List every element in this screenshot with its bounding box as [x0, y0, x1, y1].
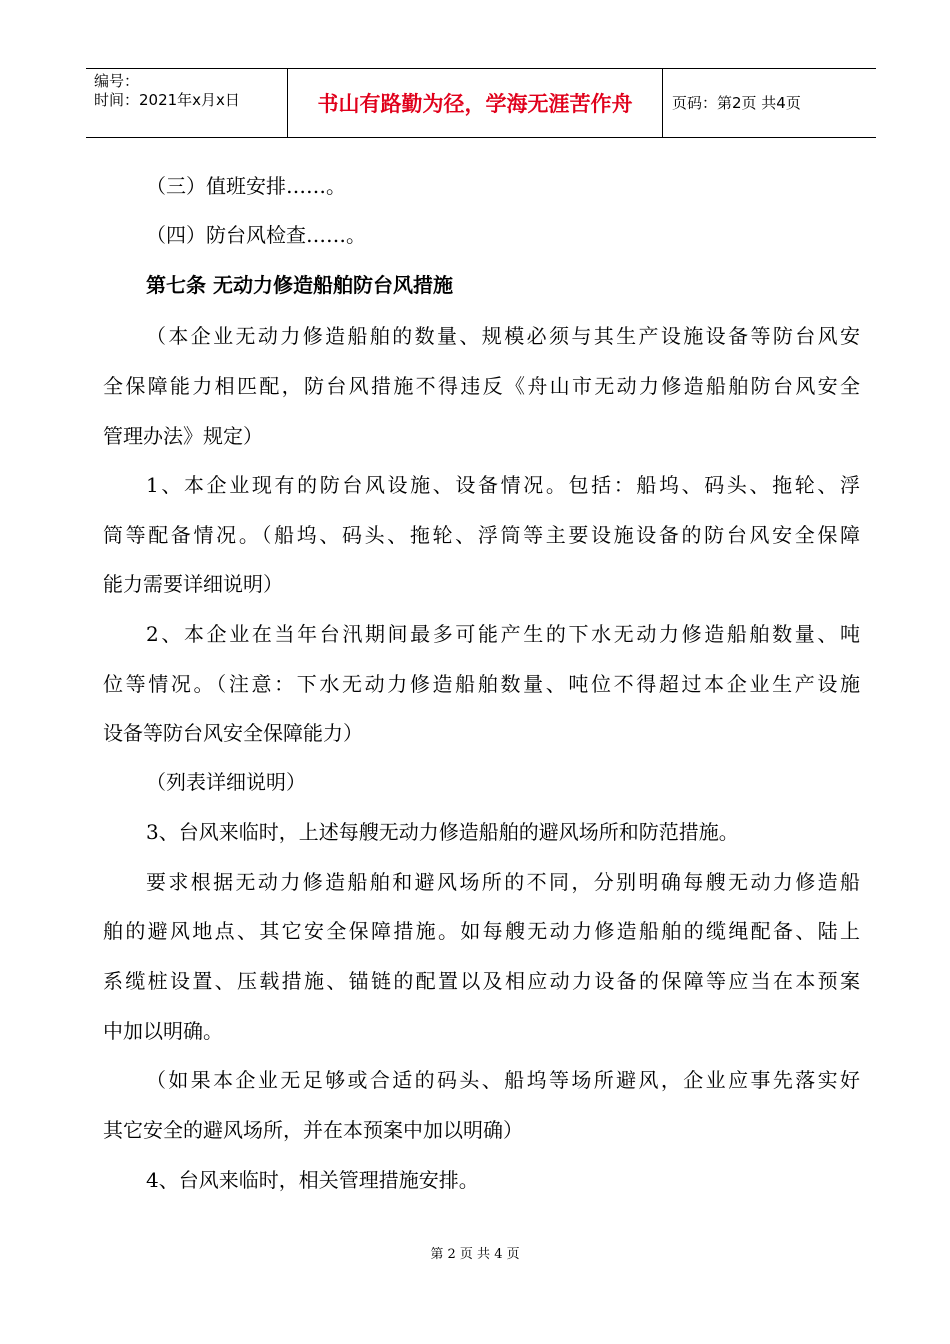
- paragraph-line: 系缆桩设置、压载措施、锚链的配置以及相应动力设备的保障等应当在本预案: [103, 969, 860, 993]
- serial-label: 编号：: [94, 72, 140, 90]
- paragraph-line: 2、本企业在当年台汛期间最多可能产生的下水无动力修造船舶数量、吨: [146, 622, 860, 646]
- paragraph-line: 3、台风来临时，上述每艘无动力修造船舶的避风场所和防范措施。: [146, 820, 739, 844]
- paragraph-line: 筒等配备情况。（船坞、码头、拖轮、浮筒等主要设施设备的防台风安全保障: [103, 523, 860, 547]
- paragraph-line: （本企业无动力修造船舶的数量、规模必须与其生产设施设备等防台风安: [146, 324, 860, 348]
- header-info-cell: [86, 69, 287, 137]
- time-label: 时间：2021年x月x日: [94, 91, 240, 109]
- paragraph-line: 舶的避风地点、其它安全保障措施。如每艘无动力修造船舶的缆绳配备、陆上: [103, 919, 860, 943]
- page-footer: 第 2 页 共 4 页: [430, 1247, 520, 1262]
- paragraph-line: （列表详细说明）: [146, 770, 306, 794]
- page-code: 页码：第2页 共4页: [672, 94, 801, 112]
- paragraph-line: 1、本企业现有的防台风设施、设备情况。包括：船坞、码头、拖轮、浮: [146, 473, 860, 497]
- header-page-cell: [663, 69, 876, 137]
- paragraph-line: 设备等防台风安全保障能力）: [103, 721, 363, 745]
- paragraph-line: 中加以明确。: [103, 1019, 223, 1043]
- paragraph-line: 4、台风来临时，相关管理措施安排。: [146, 1168, 479, 1192]
- paragraph-line: 全保障能力相匹配，防台风措施不得违反《舟山市无动力修造船舶防台风安全: [103, 374, 860, 398]
- header-table: [86, 68, 876, 138]
- paragraph-line: 能力需要详细说明）: [103, 572, 283, 596]
- paragraph-line: （四）防台风检查……。: [146, 223, 366, 247]
- paragraph-line: （如果本企业无足够或合适的码头、船坞等场所避风，企业应事先落实好: [146, 1068, 860, 1092]
- header-motto-cell: [287, 69, 663, 137]
- paragraph-line: 其它安全的避风场所，并在本预案中加以明确）: [103, 1118, 523, 1142]
- paragraph-line: （三）值班安排……。: [146, 174, 346, 198]
- paragraph-line: 位等情况。（注意：下水无动力修造船舶数量、吨位不得超过本企业生产设施: [103, 672, 860, 696]
- article-heading: 第七条 无动力修造船舶防台风措施: [146, 273, 453, 297]
- paragraph-line: 管理办法》规定）: [103, 424, 263, 448]
- motto-text: 书山有路勤为径，学海无涯苦作舟: [317, 92, 633, 116]
- paragraph-line: 要求根据无动力修造船舶和避风场所的不同，分别明确每艘无动力修造船: [146, 870, 860, 894]
